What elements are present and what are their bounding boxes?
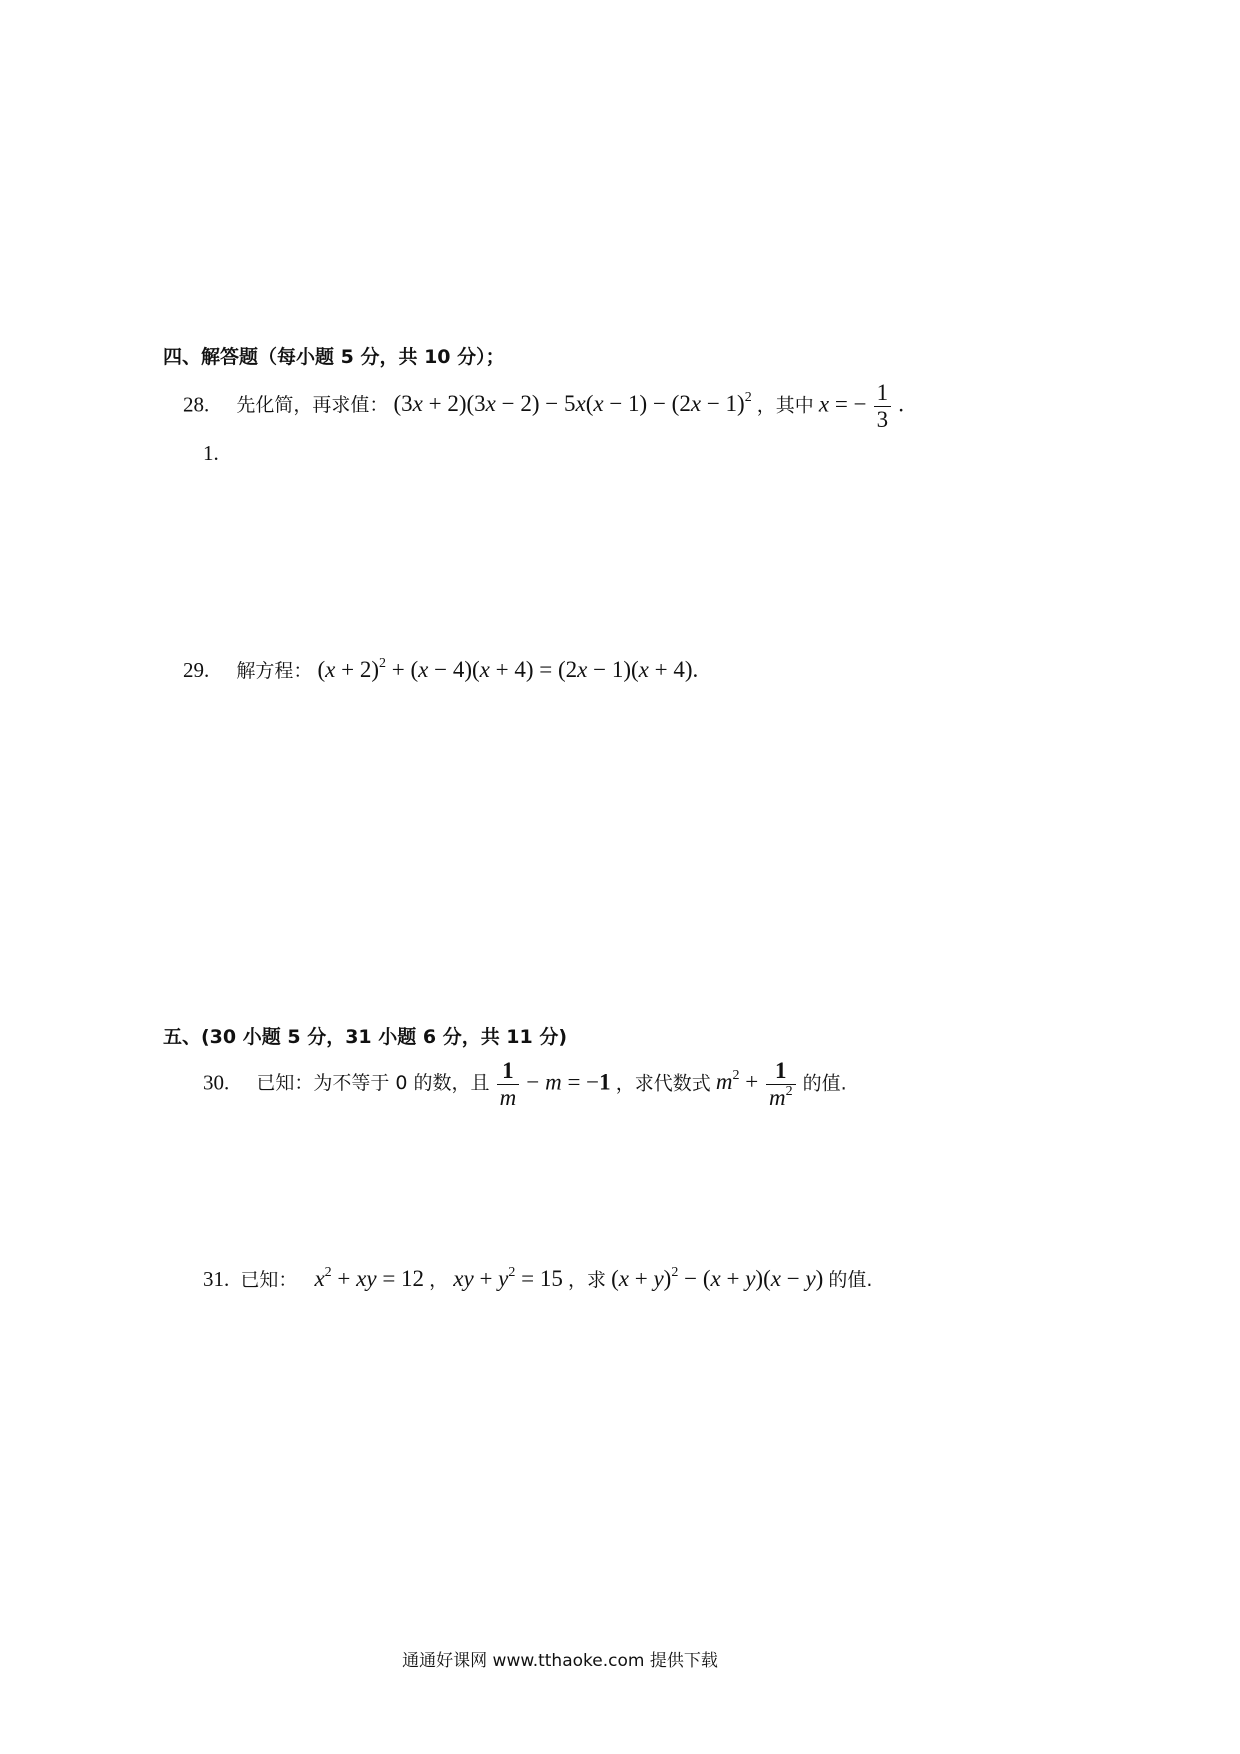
question-31: 31. 已知： $x^2$ + xy = 12 ， xy + $y^2 = 15$ ，求 $(x + y)^2 - (x + y)(x - y)$ 的值. [203,1265,873,1291]
question-ask: ，求代数式 [615,1072,711,1095]
question-29 [183,656,698,683]
question-condition-label: ，其中 [756,394,814,417]
question-instruction: 先化简，再求值： [236,394,389,417]
question-instruction: 已知：为不等于 0 的数，且 [256,1072,490,1095]
fraction-one-over-m: $\frac{1}{m}$ [497,1058,520,1112]
condition-2: xy + $y^2 = 15$ [453,1265,563,1291]
target-expression: $(x + y)^2 - (x + y)(x - y)$ [611,1265,824,1291]
question-instruction: 解方程： [236,660,313,682]
answer-sub-number: 1. [203,441,219,465]
question-30 [203,1058,847,1112]
condition-expression: − m = −1 [526,1069,611,1095]
question-ask: ，求 [567,1269,606,1291]
question-tail: 的值. [828,1269,873,1291]
question-instruction: 已知： [240,1269,298,1291]
section-heading-5: 五、(30 小题 5 分，31 小题 6 分，共 11 分) [163,1026,568,1048]
target-expression: $m^2$ + [715,1068,764,1095]
question-expression: $(3x + 2)(3x - 2) - 5x(x - 1) - (2x - 1)^2$ [393,390,752,417]
question-number: 31. [203,1267,230,1291]
question-number: 30. [203,1070,230,1095]
question-expression: $(x + 2)^2 + (x - 4)(x + 4) = (2x - 1)(x + 4)$. [317,656,699,682]
question-28: 28. 先化简，再求值： $(3x + 2)(3x - 2) - 5x(x - 1) - (2x - 1)^2$ ，其中 x = − $\frac{1}{3}$ . [183,380,905,433]
condition-1: $x^2$ + xy = 12 [314,1265,425,1291]
question-tail: 的值. [802,1072,847,1095]
question-number: 28. [183,392,210,417]
section-heading-4: 四、解答题（每小题 5 分，共 10 分）； [163,346,505,368]
fraction-one-over-m-squared: $\frac{1}{m^2}$ [766,1058,796,1112]
question-number: 29. [183,658,210,682]
condition-fraction: $\frac{1}{3}$ [874,380,892,434]
condition-variable: x = − [818,391,867,417]
page-footer: 通通好课网 www.tthaoke.com 提供下载 [402,1651,718,1671]
